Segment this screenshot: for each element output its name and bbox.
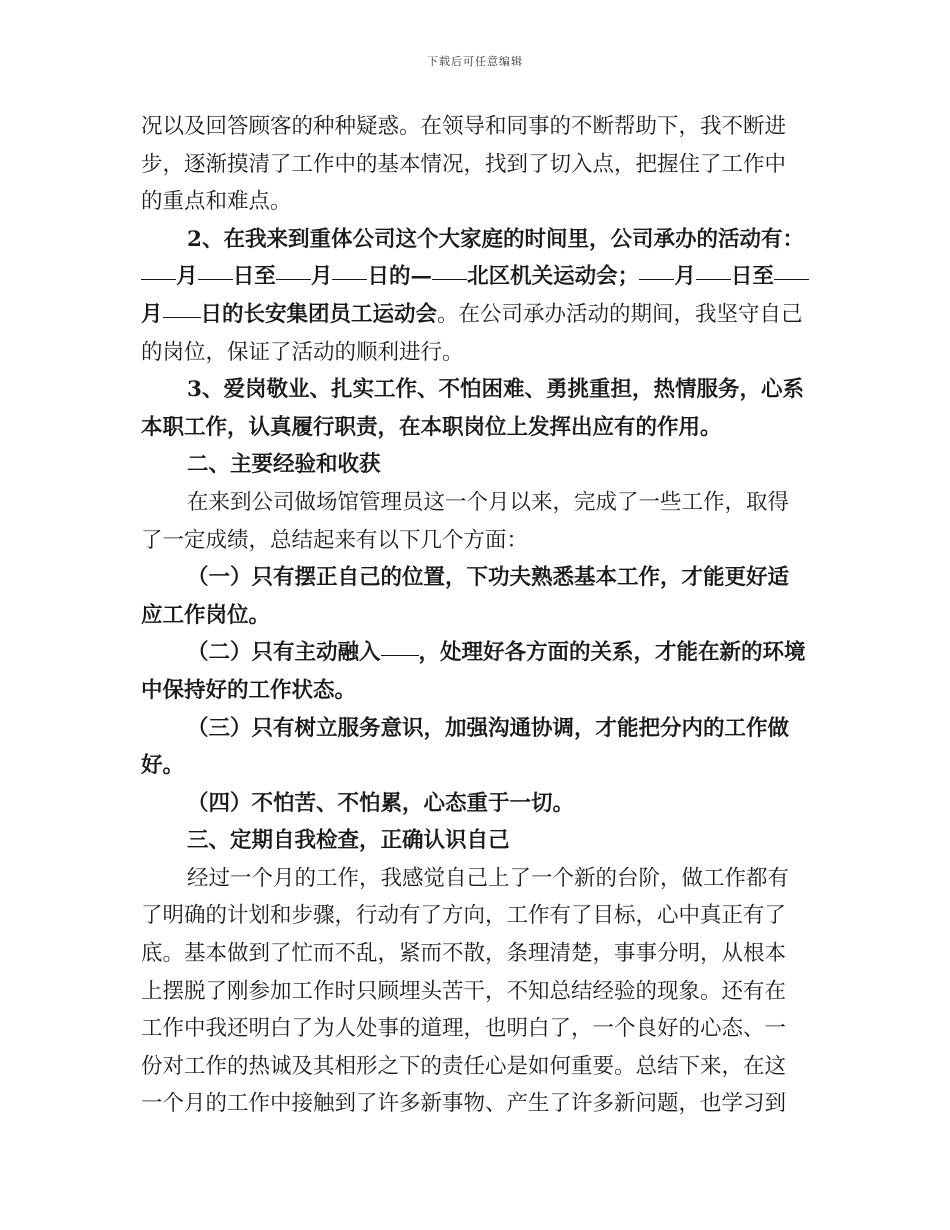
paragraph-line: （二）只有主动融入 ，处理好各方面的关系，才能在新的环境 <box>141 634 809 672</box>
section-heading: 二、主要经验和收获 <box>187 452 381 478</box>
page-header: 下载后可任意编辑 <box>427 55 523 68</box>
paragraph-line: 上摆脱了刚参加工作时只顾埋头苦干，不知总结经验的现象。还有在 <box>141 978 787 1004</box>
paragraph-line: 经过一个月的工作，我感觉自己上了一个新的台阶，做工作都有 <box>187 865 790 891</box>
blank-underline <box>163 296 201 318</box>
paragraph-line: （三）只有树立服务意识，加强沟通协调，才能把分内的工作做 <box>187 715 790 741</box>
blank-underline <box>198 258 233 280</box>
paragraph-line: 底。基本做到了忙而不乱，紧而不散，条理清楚，事事分明，从根本 <box>141 941 787 967</box>
blank-underline <box>332 258 367 280</box>
paragraph-line: 的重点和难点。 <box>141 189 292 215</box>
paragraph-line: 工作中我还明白了为人处事的道理，也明白了，一个良好的心态、一 <box>141 1016 787 1042</box>
paragraph-line: 本职工作，认真履行职责，在本职岗位上发挥出应有的作用。 <box>141 414 722 440</box>
blank-underline <box>696 258 731 280</box>
paragraph-line: 中保持好的工作状态。 <box>141 677 357 703</box>
blank-underline <box>381 634 419 656</box>
paragraph-line: （四）不怕苦、不怕累，心态重于一切。 <box>187 790 575 816</box>
paragraph-line: 步，逐渐摸清了工作中的基本情况，找到了切入点，把握住了工作中 <box>141 151 787 177</box>
paragraph-line: 在来到公司做场馆管理员这一个月以来，完成了一些工作，取得 <box>187 489 790 515</box>
paragraph-line: 3、爱岗敬业、扎实工作、不怕困难、勇挑重担，热情服务，心系 <box>187 377 804 403</box>
paragraph-line: （一）只有摆正自己的位置，下功夫熟悉基本工作，才能更好适 <box>187 565 790 591</box>
paragraph-line: 好。 <box>141 753 185 779</box>
paragraph-line: 月 日的长安集团员工运动会 。在公司承办活动的期间，我坚守自己 <box>141 296 809 334</box>
blank-underline <box>141 258 176 280</box>
blank-underline <box>639 258 674 280</box>
blank-underline <box>432 258 467 280</box>
blank-underline <box>774 258 809 280</box>
blank-underline <box>276 258 311 280</box>
paragraph-line: 2、在我来到重体公司这个大家庭的时间里，公司承办的活动有： <box>187 226 804 252</box>
section-heading: 三、定期自我检查，正确认识自己 <box>187 828 510 854</box>
paragraph-line: 应工作岗位。 <box>141 602 271 628</box>
paragraph-line: 一个月的工作中接触到了许多新事物、产生了许多新问题，也学习到 <box>141 1091 787 1117</box>
document-body <box>141 108 809 1123</box>
paragraph-line: 份对工作的热诚及其相形之下的责任心是如何重要。总结下来，在这 <box>141 1053 787 1079</box>
paragraph-line: 了一定成绩，总结起来有以下几个方面： <box>141 527 529 553</box>
paragraph-line: 月 日至 月 日的— 北区机关运动会； 月 日至 <box>141 258 809 296</box>
paragraph-line: 的岗位，保证了活动的顺利进行。 <box>141 339 464 365</box>
paragraph-line: 了明确的计划和步骤，行动有了方向，工作有了目标，心中真正有了 <box>141 903 787 929</box>
paragraph-line: 况以及回答顾客的种种疑惑。在领导和同事的不断帮助下，我不断进 <box>141 114 787 139</box>
